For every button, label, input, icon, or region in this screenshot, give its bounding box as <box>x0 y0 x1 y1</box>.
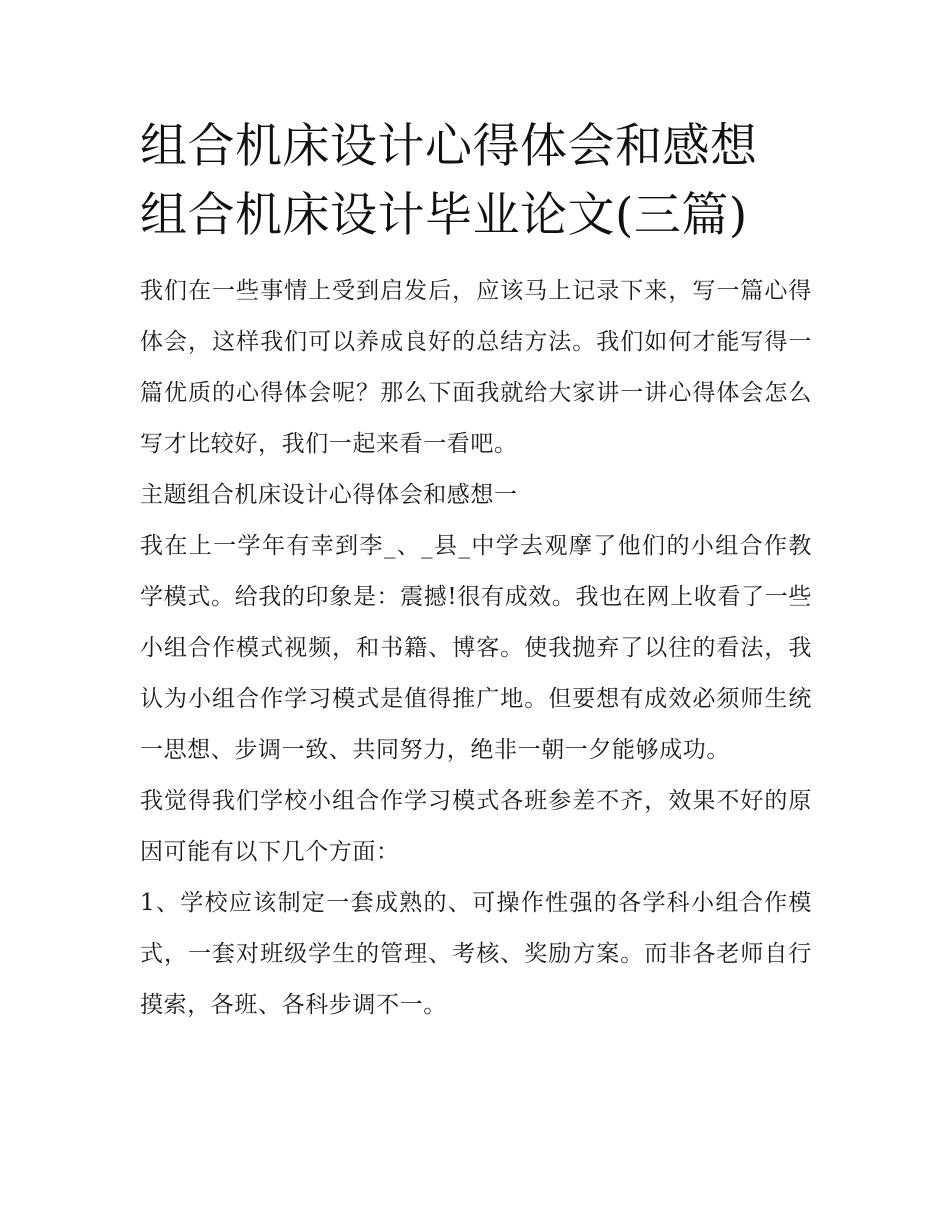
list-item-paragraph: 1、学校应该制定一套成熟的、可操作性强的各学科小组合作模式，一套对班级学生的管理、考核、奖励方案。而非各老师自行摸索，各班、各科步调不一。 <box>140 890 812 1018</box>
body-paragraph: 我觉得我们学校小组合作学习模式各班参差不齐，效果不好的原因可能有以下几个方面： <box>140 788 812 865</box>
document-page <box>140 112 812 1031</box>
document-title <box>140 112 812 250</box>
title-line-2: 组合机床设计毕业论文(三篇) <box>140 188 748 243</box>
intro-paragraph: 我们在一些事情上受到启发后，应该马上记录下来，写一篇心得体会，这样我们可以养成良好的总结方法。我们如何才能写得一篇优质的心得体会呢？那么下面我就给大家讲一讲心得体会怎么写才比较好，我们一起来看一看吧。 <box>140 278 812 457</box>
title-line-1: 组合机床设计心得体会和感想 <box>140 119 758 174</box>
section-heading: 主题组合机床设计心得体会和感想一 <box>140 482 518 508</box>
body-paragraph: 我在上一学年有幸到李_、_县_中学去观摩了他们的小组合作教学模式。给我的印象是：震撼!很有成效。我也在网上收看了一些小组合作模式视频，和书籍、博客。使我抛弃了以往的看法，我认为小组合作学习模式是值得推广地。但要想有成效必须师生统一思想、步调一致、共同努力，绝非一朝一夕能够成功。 <box>140 533 812 763</box>
document-body <box>140 266 812 1031</box>
